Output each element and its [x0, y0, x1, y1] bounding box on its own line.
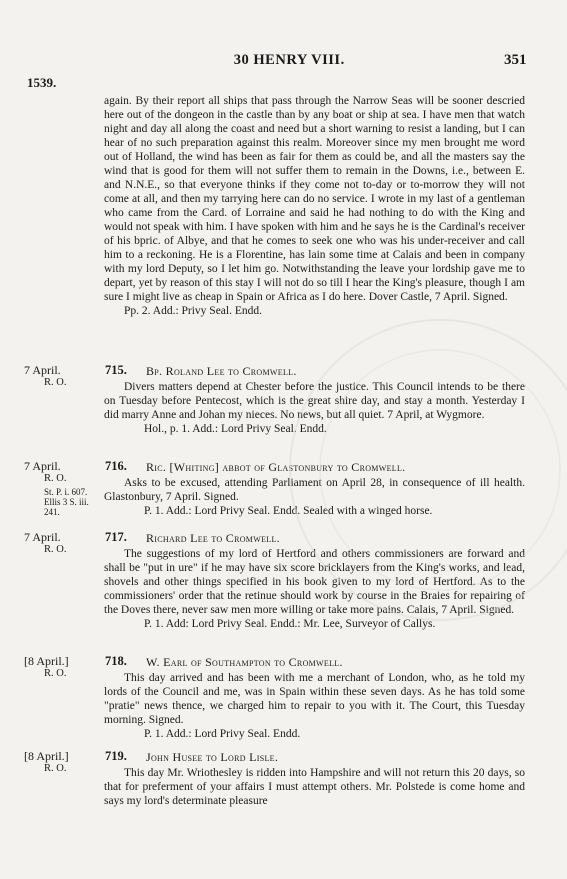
entry-heading: John Husee to Lord Lisle. [146, 750, 279, 764]
entry-body [104, 476, 525, 518]
entry-footer: P. 1. Add.: Lord Privy Seal. Endd. [144, 728, 301, 740]
page-number: 351 [504, 52, 527, 68]
entry-source: R. O. [44, 544, 67, 555]
entry-body [104, 380, 525, 436]
entry-text: The suggestions of my lord of Hertford and others commissioners are forward and shall be "put in ure" if he may have six score bricklayers from the King's works, and lead, shovels and other things specified in his book given to my lord of Hertford. As to the commissioners' order that the retinue should work by course in the Braies for repairing of the Doves there, never saw men more willing or take more pains. Calais, 7 April. Signed. [104, 548, 525, 616]
entry-footer: P. 1. Add.: Lord Privy Seal. Endd. Sealed with a winged horse. [144, 505, 433, 517]
continuation-text: again. By their report all ships that pass through the Narrow Seas will be sooner descried here out of the dongeon in the castle than by any boat or ship at sea. I have men that watch night and day all along the coast and need but a short warning to resist a landing, but I can hear of no such preparation against this realm. Moreover since my men brought me word out of Holland, the wind has been as fair for them as could be, and all the masters say the wind that is good for them will not suffer them to remain in the Downs, i.e., between E. and N.N.E., so that everyone thinks if they come not to-day or to-morrow they will not come at all, and then my tarrying here can do no service. I wrote in my last of a gentleman who came from the Card. of Lorraine and said he had nothing to do with the King and would not speak with him. I have spoken with him and he says he is the Cardinal's receiver of his bpric. of Albye, and that he comes to seek one who was his under-receiver and call him to a reckoning. He is a Florentine, has lain some time at Calais and been in company with my lord Deputy, so I let him go. Notwithstanding the leave your lordship gave me to depart, yet by reason of this stay I will not do so till I hear the King's pleasure, though I am sure I might live as cheap in Spain or Africa as I do here. Dover Castle, 7 April. Signed. [104, 95, 525, 303]
entry-reference: St. P. i. 607. Ellis 3 S. iii. 241. [44, 487, 89, 517]
entry-date: 7 April. [24, 459, 61, 473]
entry-heading: W. Earl of Southampton to Cromwell. [146, 655, 343, 669]
entry-number: 715. [105, 363, 127, 377]
entry-text: This day Mr. Wriothesley is ridden into Hampshire and will not return this 20 days, so that for preferment of your affairs I must attempt others. Mr. Polstede is come home and says my lord's determinate pleasure [104, 767, 525, 807]
entry-source: R. O. [44, 377, 67, 388]
entry-source: R. O. [44, 763, 67, 774]
entry-date: 7 April. [24, 363, 61, 377]
entry-date: 7 April. [24, 530, 61, 544]
running-title: 30 HENRY VIII. [233, 52, 345, 68]
entry-text: Divers matters depend at Chester before the justice. This Council intends to be there on Tuesday before Pentecost, which is the great shire day, and stay a month. Yesterday I did marry Anne and Johan my nieces. No news, but all quiet. 7 April, at Wygmore. [104, 381, 525, 421]
entry-body [104, 547, 525, 631]
entry-heading: Richard Lee to Cromwell. [146, 531, 280, 545]
continuation-footer: Pp. 2. Add.: Privy Seal. Endd. [124, 305, 263, 317]
entry-heading: Bp. Roland Lee to Cromwell. [146, 364, 297, 378]
entry-date: [8 April.] [24, 749, 69, 763]
entry-number: 717. [105, 530, 127, 544]
entry-body [104, 766, 525, 808]
entry-heading: Ric. [Whiting] abbot of Glastonbury to Cromwell. [146, 460, 406, 474]
entry-source: R. O. [44, 473, 67, 484]
running-header [0, 40, 567, 70]
entry-number: 716. [105, 459, 127, 473]
entry-source: R. O. [44, 668, 67, 679]
entry-footer: P. 1. Add: Lord Privy Seal. Endd.: Mr. Lee, Surveyor of Callys. [144, 618, 436, 630]
entry-text: This day arrived and has been with me a merchant of London, who, as he told my lords of the Council and me, was in Spain within these seven days. As he has told some "pratie" news thence, we charged him to repair to you with it. The Court, this Tuesday morning. Signed. [104, 672, 525, 726]
entry-footer: Hol., p. 1. Add.: Lord Privy Seal. Endd. [144, 423, 327, 435]
continuation-block [104, 94, 525, 318]
entry-number: 718. [105, 654, 127, 668]
entry-body [104, 671, 525, 741]
entry-text: Asks to be excused, attending Parliament on April 28, in consequence of ill health. Glastonbury, 7 April. Signed. [104, 477, 525, 503]
entry-number: 719. [105, 749, 127, 763]
entry-date: [8 April.] [24, 654, 69, 668]
year-marker: 1539. [27, 75, 57, 90]
